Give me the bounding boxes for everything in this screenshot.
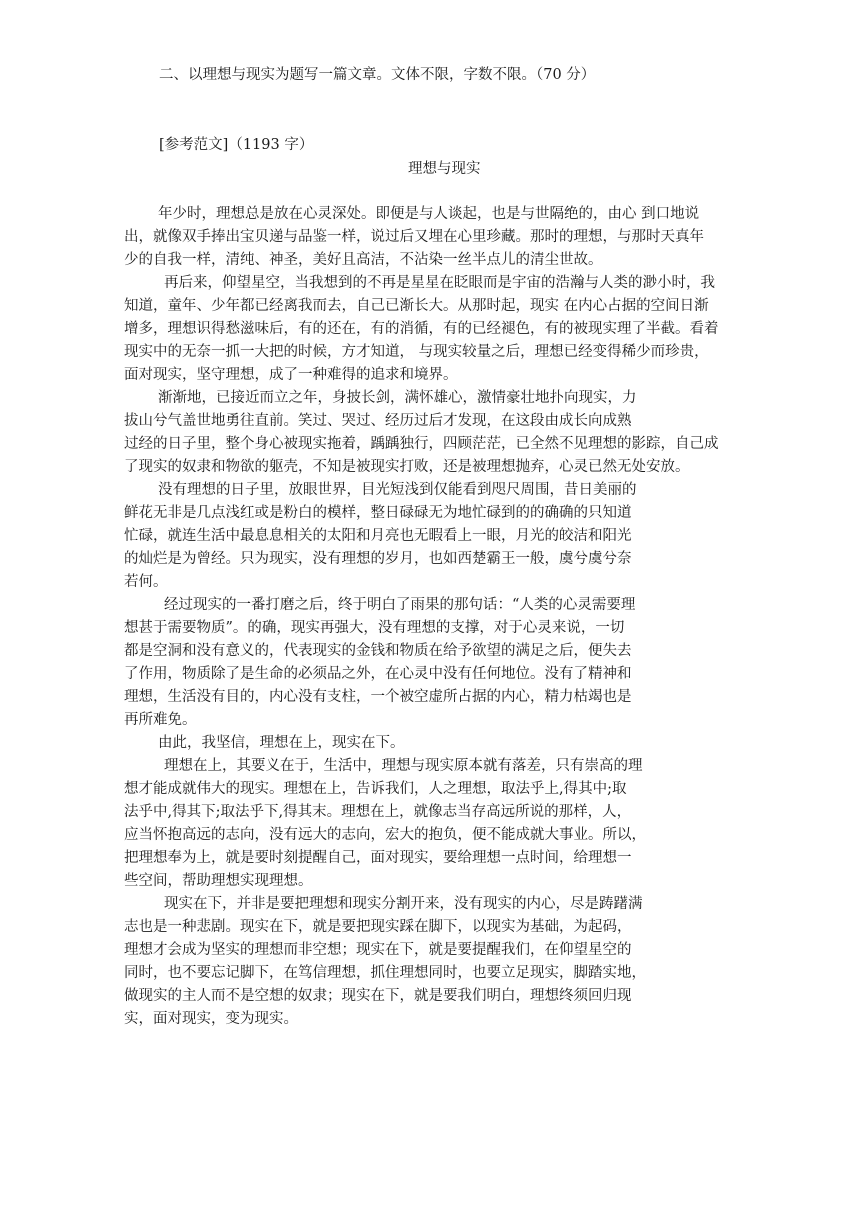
text-line: 知道，童年、少年都已经离我而去，自己已渐长大。从那时起，现实 在内心占据的空间日渐 xyxy=(124,298,709,314)
text-line: 同时，也不要忘记脚下，在笃信理想，抓住理想同时，也要立足现实，脚踏实地， xyxy=(124,965,646,981)
text-line: 应当怀抱高远的志向，没有远大的志向，宏大的抱负，便不能成就大事业。所以， xyxy=(124,827,646,843)
text-line: 的灿烂是为曾经。只为现实，没有理想的岁月，也如西楚霸王一般，虞兮虞兮奈 xyxy=(124,551,632,567)
text-line: 志也是一种悲剧。现实在下，就是要把现实踩在脚下，以现实为基础，为起码， xyxy=(124,919,632,935)
text-line: 都是空洞和没有意义的，代表现实的金钱和物质在给予欲望的满足之后，便失去 xyxy=(124,643,632,659)
question-text: 二、以理想与现实为题写一篇文章。文体不限，字数不限。（70 分） xyxy=(159,67,596,83)
text-line: 现实中的无奈一抓一大把的时候，方才知道， 与现实较量之后，理想已经变得稀少而珍贵， xyxy=(124,344,709,360)
text-line: 了现实的奴隶和物欲的躯壳，不知是被现实打败，还是被理想抛弃，心灵已然无处安放。 xyxy=(124,459,690,475)
text-line: 过经的日子里，整个身心被现实拖着，踽踽独行，四顾茫茫，已全然不见理想的影踪，自己成 xyxy=(124,436,719,452)
text-line: 由此，我坚信，理想在上，现实在下。 xyxy=(158,735,405,751)
text-line: 把理想奉为上，就是要时刻提醒自己，面对现实，要给理想一点时间，给理想一 xyxy=(124,850,632,866)
text-line: 了作用，物质除了是生命的必须品之外，在心灵中没有任何地位。没有了精神和 xyxy=(124,666,632,682)
text-line: 现实在下，并非是要把理想和现实分割开来，没有现实的内心，尽是踌躇满 xyxy=(164,896,643,912)
text-line: 实，面对现实，变为现实。 xyxy=(124,1011,298,1027)
text-line: 再所难免。 xyxy=(124,712,197,728)
text-line: 想才能成就伟大的现实。理想在上，告诉我们，人之理想，取法乎上,得其中;取 xyxy=(124,781,627,797)
text-line: 鲜花无非是几点浅红或是粉白的模样，整日碌碌无为地忙碌到的的确确的只知道 xyxy=(124,505,632,521)
text-line: 再后来，仰望星空，当我想到的不再是星星在眨眼而是宇宙的浩瀚与人类的渺小时，我 xyxy=(164,275,715,291)
text-line: 想甚于需要物质”。的确，现实再强大，没有理想的支撑，对于心灵来说，一切 xyxy=(124,620,625,636)
text-line: 些空间，帮助理想实现理想。 xyxy=(124,873,313,889)
text-line: 若何。 xyxy=(124,574,168,590)
text-line: 渐渐地，已接近而立之年，身披长剑，满怀雄心，激情豪壮地扑向现实，力 xyxy=(158,390,637,406)
text-line: 忙碌，就连生活中最息息相关的太阳和月亮也无暇看上一眼，月光的皎洁和阳光 xyxy=(124,528,632,544)
text-line: 做现实的主人而不是空想的奴隶；现实在下，就是要我们明白，理想终须回归现 xyxy=(124,988,632,1004)
text-line: 少的自我一样，清纯、神圣，美好且高洁，不沾染一丝半点儿的清尘世故。 xyxy=(124,252,603,268)
text-line: 出，就像双手捧出宝贝递与品鉴一样，说过后又埋在心里珍藏。那时的理想，与那时天真年 xyxy=(124,229,704,245)
text-line: 经过现实的一番打磨之后，终于明白了雨果的那句话：“人类的心灵需要理 xyxy=(164,597,636,613)
text-line: 理想，生活没有目的，内心没有支柱，一个被空虚所占据的内心，精力枯竭也是 xyxy=(124,689,632,705)
text-line: 理想在上，其要义在于，生活中，理想与现实原本就有落差，只有崇高的理 xyxy=(164,758,643,774)
text-line: 拔山兮气盖世地勇往直前。笑过、哭过、经历过后才发现，在这段由成长向成熟 xyxy=(124,413,632,429)
text-line: 年少时，理想总是放在心灵深处。即便是与人谈起，也是与世隔绝的，由心 到口地说 xyxy=(158,206,700,222)
essay-title: 理想与现实 xyxy=(408,161,481,177)
reference-label: [参考范文]（1193 字） xyxy=(159,137,314,153)
text-line: 面对现实，坚守理想，成了一种难得的追求和境界。 xyxy=(124,367,458,383)
text-line: 增多，理想识得愁滋味后，有的还在，有的消循，有的已经褪色，有的被现实理了半截。看着 xyxy=(124,321,719,337)
text-line: 法乎中,得其下;取法乎下,得其末。理想在上，就像志当存高远所说的那样，人， xyxy=(124,804,632,820)
text-line: 理想才会成为坚实的理想而非空想；现实在下，就是要提醒我们，在仰望星空的 xyxy=(124,942,632,958)
text-line: 没有理想的日子里，放眼世界，目光短浅到仅能看到咫尺周围，昔日美丽的 xyxy=(158,482,637,498)
